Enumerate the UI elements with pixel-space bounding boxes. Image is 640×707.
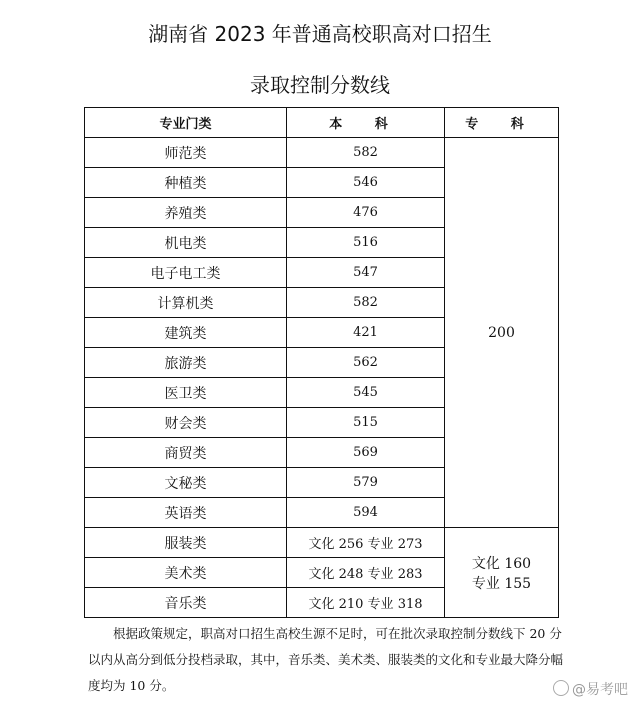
- category-cell: 计算机类: [85, 288, 287, 318]
- page-subtitle: 录取控制分数线: [250, 73, 390, 97]
- undergrad-score-cell: 562: [287, 348, 445, 378]
- junior-arts-culture: 文化 160: [471, 555, 532, 572]
- table-row: [85, 528, 559, 558]
- undergrad-score-cell: 421: [287, 318, 445, 348]
- category-cell: 商贸类: [85, 438, 287, 468]
- category-cell: 建筑类: [85, 318, 287, 348]
- watermark-text: @易考吧: [572, 682, 628, 698]
- watermark: [553, 679, 628, 699]
- category-cell: 机电类: [85, 228, 287, 258]
- policy-note: 根据政策规定，职高对口招生高校生源不足时，可在批次录取控制分数线下 20 分以内从高分到低分投档录取，其中，音乐类、美术类、服装类的文化和专业最大降分幅度均为 10 分。: [88, 626, 564, 693]
- junior-score-general: 200: [445, 138, 559, 528]
- undergrad-score-cell: 515: [287, 408, 445, 438]
- table-header-row: [85, 108, 559, 138]
- undergrad-score-cell: 582: [287, 288, 445, 318]
- category-cell: 旅游类: [85, 348, 287, 378]
- page-title: 湖南省 2023 年普通高校职高对口招生: [148, 22, 492, 46]
- junior-score-arts: [445, 528, 559, 618]
- undergrad-score-cell: 569: [287, 438, 445, 468]
- undergrad-score-cell: 545: [287, 378, 445, 408]
- category-cell: 电子电工类: [85, 258, 287, 288]
- category-cell: 美术类: [85, 558, 287, 588]
- category-cell: 服装类: [85, 528, 287, 558]
- undergrad-score-cell: 547: [287, 258, 445, 288]
- junior-arts-major: 专业 155: [471, 575, 532, 592]
- undergrad-score-cell: 594: [287, 498, 445, 528]
- header-junior: 专 科: [445, 108, 559, 138]
- category-cell: 养殖类: [85, 198, 287, 228]
- undergrad-score-cell: 516: [287, 228, 445, 258]
- score-table: [84, 107, 559, 618]
- category-cell: 英语类: [85, 498, 287, 528]
- header-category: 专业门类: [85, 108, 287, 138]
- category-cell: 文秘类: [85, 468, 287, 498]
- category-cell: 财会类: [85, 408, 287, 438]
- category-cell: 师范类: [85, 138, 287, 168]
- undergrad-score-cell: 文化 248 专业 283: [287, 558, 445, 588]
- watermark-logo-icon: [553, 680, 569, 696]
- undergrad-score-cell: 546: [287, 168, 445, 198]
- undergrad-score-cell: 582: [287, 138, 445, 168]
- header-undergrad: 本 科: [287, 108, 445, 138]
- undergrad-score-cell: 476: [287, 198, 445, 228]
- category-cell: 种植类: [85, 168, 287, 198]
- category-cell: 音乐类: [85, 588, 287, 618]
- undergrad-score-cell: 文化 256 专业 273: [287, 528, 445, 558]
- category-cell: 医卫类: [85, 378, 287, 408]
- undergrad-score-cell: 文化 210 专业 318: [287, 588, 445, 618]
- table-row: [85, 138, 559, 168]
- undergrad-score-cell: 579: [287, 468, 445, 498]
